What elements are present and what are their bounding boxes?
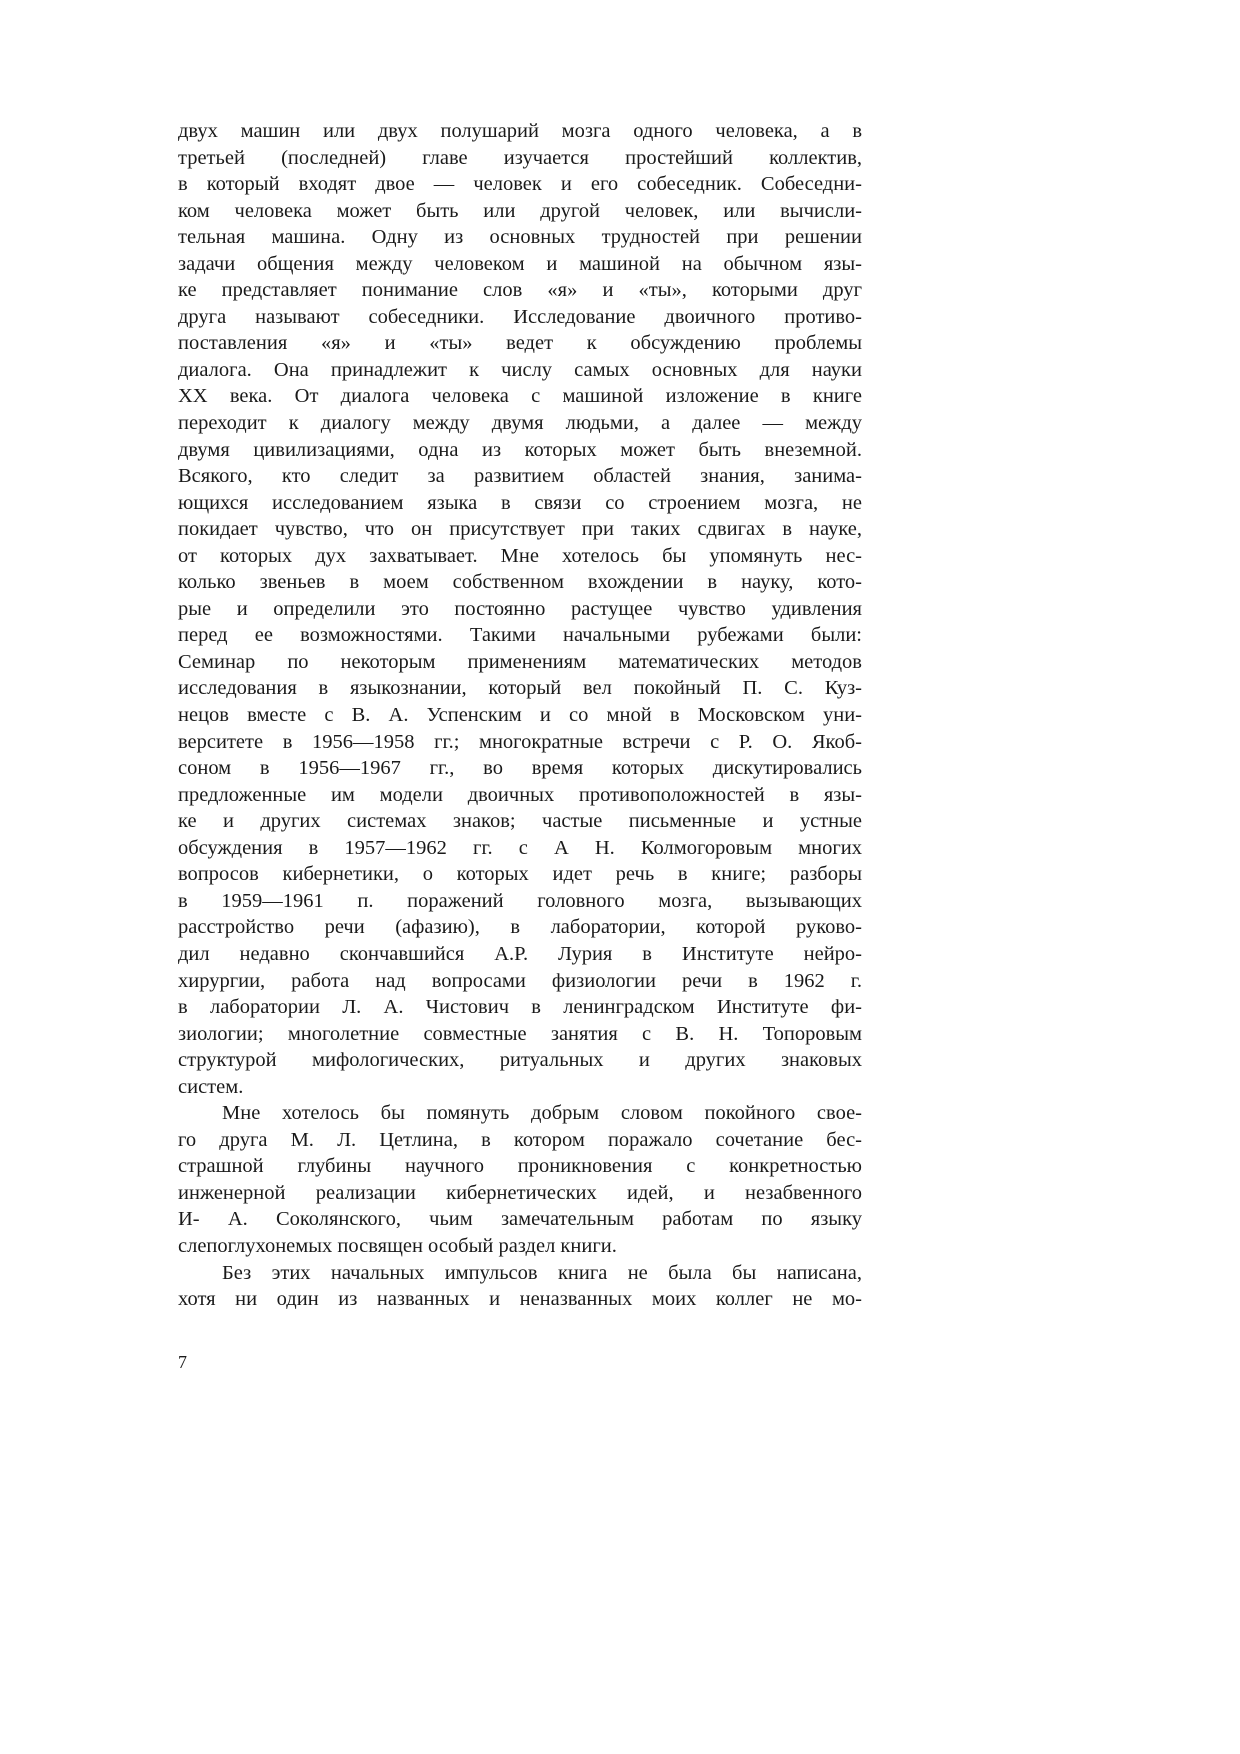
text-line: ющихся исследованием языка в связи со строением мозга, не <box>178 491 862 514</box>
text-line: в который входят двое — человек и его собеседник. Собеседни- <box>178 173 862 196</box>
text-line: И- А. Соколянского, чьим замечательным работам по языку <box>178 1208 862 1231</box>
text-line: систем. <box>178 1075 244 1098</box>
page-number: 7 <box>178 1352 187 1372</box>
text-line: хирургии, работа над вопросами физиологии речи в 1962 г. <box>178 969 862 992</box>
text-line: двумя цивилизациями, одна из которых может быть внеземной. <box>178 438 862 461</box>
text-line: нецов вместе с В. А. Успенским и со мной в Московском уни- <box>178 704 862 727</box>
text-line: инженерной реализации кибернетических идей, и незабвенного <box>178 1181 862 1204</box>
text-line: диалога. Она принадлежит к числу самых основных для науки <box>178 358 862 381</box>
text-line: го друга М. Л. Цетлина, в котором поражало сочетание бес- <box>178 1128 862 1151</box>
text-line: перед ее возможностями. Такими начальными рубежами были: <box>178 624 862 647</box>
text-line: задачи общения между человеком и машиной на обычном язы- <box>178 252 862 275</box>
text-line: страшной глубины научного проникновения с конкретностью <box>178 1155 862 1178</box>
text-line: в 1959—1961 п. поражений головного мозга, вызывающих <box>178 889 862 912</box>
text-line: предложенные им модели двоичных противоположностей в язы- <box>178 783 862 806</box>
text-line: третьей (последней) главе изучается простейший коллектив, <box>178 146 862 169</box>
text-line: структурой мифологических, ритуальных и других знаковых <box>178 1049 862 1072</box>
paragraph-1 <box>178 118 862 1100</box>
text-line: обсуждения в 1957—1962 гг. с А Н. Колмогоровым многих <box>178 836 862 859</box>
text-line: XX века. От диалога человека с машиной изложение в книге <box>178 385 862 408</box>
text-line: Всякого, кто следит за развитием областей знания, занима- <box>178 465 862 488</box>
text-line: переходит к диалогу между двумя людьми, а далее — между <box>178 412 862 435</box>
text-line: соном в 1956—1967 гг., во время которых дискутировались <box>178 757 862 780</box>
text-line: расстройство речи (афазию), в лаборатории, которой руково- <box>178 916 862 939</box>
text-line: в лаборатории Л. А. Чистович в ленинградском Институте фи- <box>178 996 862 1019</box>
text-line: Семинар по некоторым применениям математических методов <box>178 650 862 673</box>
text-line: дил недавно скончавшийся А.Р. Лурия в Институте нейро- <box>178 942 862 965</box>
text-line: тельная машина. Одну из основных трудностей при решении <box>178 226 862 249</box>
text-line: ке и других системах знаков; частые письменные и устные <box>178 810 862 833</box>
text-line: двух машин или двух полушарий мозга одного человека, а в <box>178 120 862 142</box>
body-text <box>178 118 862 1313</box>
paragraph-2 <box>178 1100 862 1259</box>
text-line: хотя ни один из названных и неназванных моих коллег не мо- <box>178 1288 862 1311</box>
text-line: вопросов кибернетики, о которых идет речь в книге; разборы <box>178 863 862 886</box>
text-line: исследования в языкознании, который вел покойный П. С. Куз- <box>178 677 862 700</box>
text-line: покидает чувство, что он присутствует при таких сдвигах в науке, <box>178 518 862 541</box>
text-line: от которых дух захватывает. Мне хотелось бы упомянуть нес- <box>178 544 862 567</box>
text-line: рые и определили это постоянно растущее чувство удивления <box>178 597 862 620</box>
text-line: ком человека может быть или другой человек, или вычисли- <box>178 199 862 222</box>
text-line: колько звеньев в моем собственном вхождении в науку, кото- <box>178 571 862 594</box>
paragraph-3 <box>178 1260 862 1313</box>
text-line: верситете в 1956—1958 гг.; многократные встречи с Р. О. Якоб- <box>178 730 862 753</box>
text-line: поставления «я» и «ты» ведет к обсуждению проблемы <box>178 332 862 355</box>
text-line: зиологии; многолетние совместные занятия с В. Н. Топоровым <box>178 1022 862 1045</box>
text-line: слепоглухонемых посвящен особый раздел книги. <box>178 1234 617 1257</box>
text-line: ке представляет понимание слов «я» и «ты», которыми друг <box>178 279 862 302</box>
text-line: Без этих начальных импульсов книга не была бы написана, <box>222 1261 862 1284</box>
text-line: друга называют собеседники. Исследование двоичного противо- <box>178 305 862 328</box>
text-line: Мне хотелось бы помянуть добрым словом покойного свое- <box>222 1102 862 1125</box>
